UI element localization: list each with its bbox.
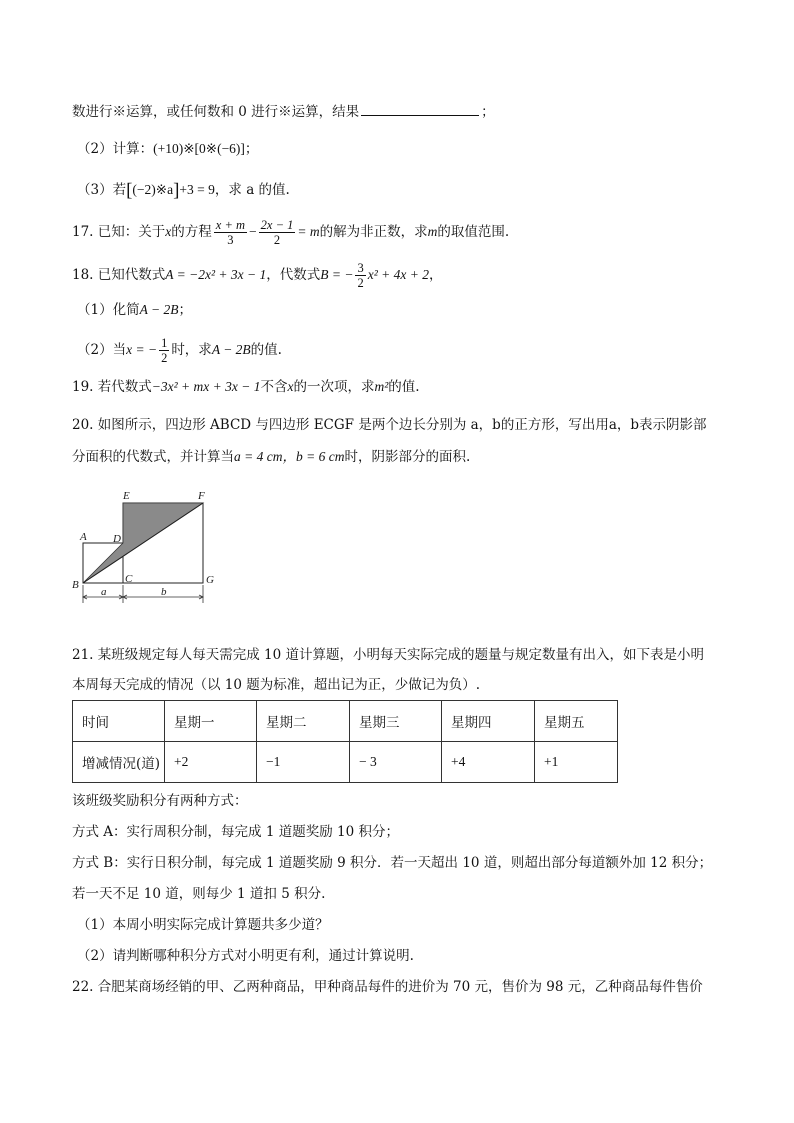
label-f-vertex: F [198,490,205,502]
q18-fraction: $\frac{3}{2}$ [357,261,364,290]
table-cell: 增减情况(道) [73,742,165,783]
table-cell: 星期五 [535,701,618,742]
question-22-line1: 22. 合肥某商场经销的甲、乙两种商品，甲种商品每件的进价为 70 元，售价为 98 元，乙种商品每件售价 [72,979,703,995]
question-21-line1: 21. 某班级规定每人每天需完成 10 道计算题，小明每天实际完成的题量与规定数量有出入，如下表是小明 [72,647,705,663]
table-cell: +2 [165,742,257,783]
label-b-length: b [161,586,167,598]
table-cell: 时间 [73,701,165,742]
question-17: 17. 已知：关于x的方程 $\frac{x + m}{3}$ − $\frac{2x - 1}{2}$ = m的解为非正数，求m的取值范围. [72,218,510,247]
squares-figure [68,487,228,607]
q16-part2-expr: (+10)※[0※(−6)] [153,141,245,156]
answer-blank[interactable] [361,102,479,116]
table-cell: −1 [257,742,350,783]
label-d-vertex: D [113,533,121,545]
table-cell: − 3 [350,742,442,783]
q18-part1: （1）化简A − 2B； [77,302,192,318]
q17-fraction-2: $\frac{2x - 1}{2}$ [260,218,294,247]
method-b: 方式 B：实行日积分制，每完成 1 道题奖励 9 积分．若一天超出 10 道，则超出部分每道额外加 12 积分； [72,855,713,871]
label-a-vertex: A [80,531,87,543]
q16-line: 数进行※运算，或任何数和 0 进行※运算，结果 ； [72,104,495,120]
question-18: 18. 已知代数式A = −2x² + 3x − 1，代数式B = − $\frac{3}{2}$ x² + 4x + 2， [72,261,443,290]
q16-part3: （3）若[(−2)※a]+3 = 9，求 a 的值. [77,180,290,201]
method-b-cont: 若一天不足 10 道，则每少 1 道扣 5 积分. [72,886,326,902]
q21-part2: （2）请判断哪种积分方式对小明更有利，通过计算说明. [77,948,414,964]
q21-part1: （1）本周小明实际完成计算题共多少道？ [77,917,329,933]
q16-text: 数进行※运算，或任何数和 0 进行※运算，结果 [72,104,360,120]
table-cell: +4 [442,742,535,783]
q18-part2-fraction: $\frac{1}{2}$ [161,336,168,365]
question-20-line1: 20. 如图所示，四边形 ABCD 与四边形 ECGF 是两个边长分别为 a，b的正方形，写出用a，b表示阴影部 [72,417,707,433]
q16-part2: （2）计算：(+10)※[0※(−6)]； [77,141,259,157]
label-a-length: a [101,586,107,598]
method-a: 方式 A：实行周积分制，每完成 1 道题奖励 10 积分； [72,824,399,840]
reward-intro: 该班级奖励积分有两种方式： [72,793,248,809]
question-19: 19. 若代数式−3x² + mx + 3x − 1不含x的一次项，求m²的值. [72,379,420,395]
table-cell: 星期四 [442,701,535,742]
q18-part2: （2）当x = − $\frac{1}{2}$ 时，求A − 2B的值. [77,336,282,365]
table-cell: 星期三 [350,701,442,742]
table-cell: 星期一 [165,701,257,742]
label-b-vertex: B [72,579,79,591]
table-cell: +1 [535,742,618,783]
table-row [73,742,618,783]
q17-fraction-1: $\frac{x + m}{3}$ [215,218,246,247]
label-c-vertex: C [125,573,133,585]
q16-part3-inner: (−2)※a [132,182,174,197]
question-20-line2: 分面积的代数式，并计算当a = 4 cm，b = 6 cm时，阴影部分的面积. [72,449,471,465]
table-row [73,701,618,742]
question-21-line2: 本周每天完成的情况（以 10 题为标准，超出记为正，少做记为负）. [72,677,481,693]
label-e-vertex: E [123,490,130,502]
label-g-vertex: G [206,574,214,586]
weekly-table [72,700,618,783]
table-cell: 星期二 [257,701,350,742]
